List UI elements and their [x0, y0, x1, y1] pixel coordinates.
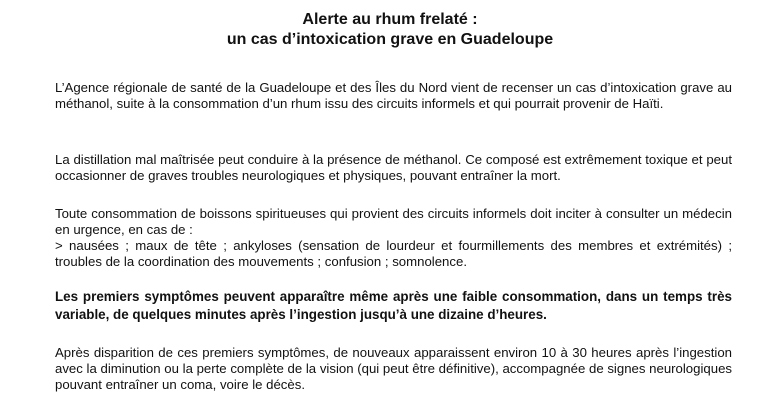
symptom-list-text: > nausées ; maux de tête ; ankyloses (sensation de lourdeur et fourmillements des membres et extrémités) ; troubles de la coordination des mouvements ; confusion ; somnolence.	[55, 238, 732, 269]
paragraph-consult-doctor	[55, 206, 732, 270]
document-title-line-2: un cas d’intoxication grave en Guadeloupe	[226, 31, 554, 48]
paragraph-later-symptoms: Après disparition de ces premiers symptômes, de nouveaux apparaissent environ 10 à 30 heures après l’ingestion avec la diminution ou la perte complète de la vision (qui peut être définitive), accompagnée de signes neurologiques pouvant entraîner un coma, voire le décès.	[55, 345, 732, 392]
paragraph-methanol-risk: La distillation mal maîtrisée peut conduire à la présence de méthanol. Ce composé est extrêmement toxique et peut occasionner de graves troubles neurologiques et physiques, pouvant entraîner la mort.	[55, 152, 732, 183]
paragraph-first-symptoms-warning: Les premiers symptômes peuvent apparaître même après une faible consommation, dans un temps très variable, de quelques minutes après l’ingestion jusqu’à une dizaine d’heures.	[55, 289, 732, 322]
document-title-line-1: Alerte au rhum frelaté :	[302, 11, 478, 28]
paragraph-announcement: L’Agence régionale de santé de la Guadeloupe et des Îles du Nord vient de recenser un cas d’intoxication grave au méthanol, suite à la consommation d’un rhum issu des circuits informels et qui pourrait provenir de Haïti.	[55, 80, 732, 111]
consult-intro-text: Toute consommation de boissons spiritueuses qui provient des circuits informels doit inciter à consulter un médecin en urgence, en cas de :	[55, 206, 732, 237]
